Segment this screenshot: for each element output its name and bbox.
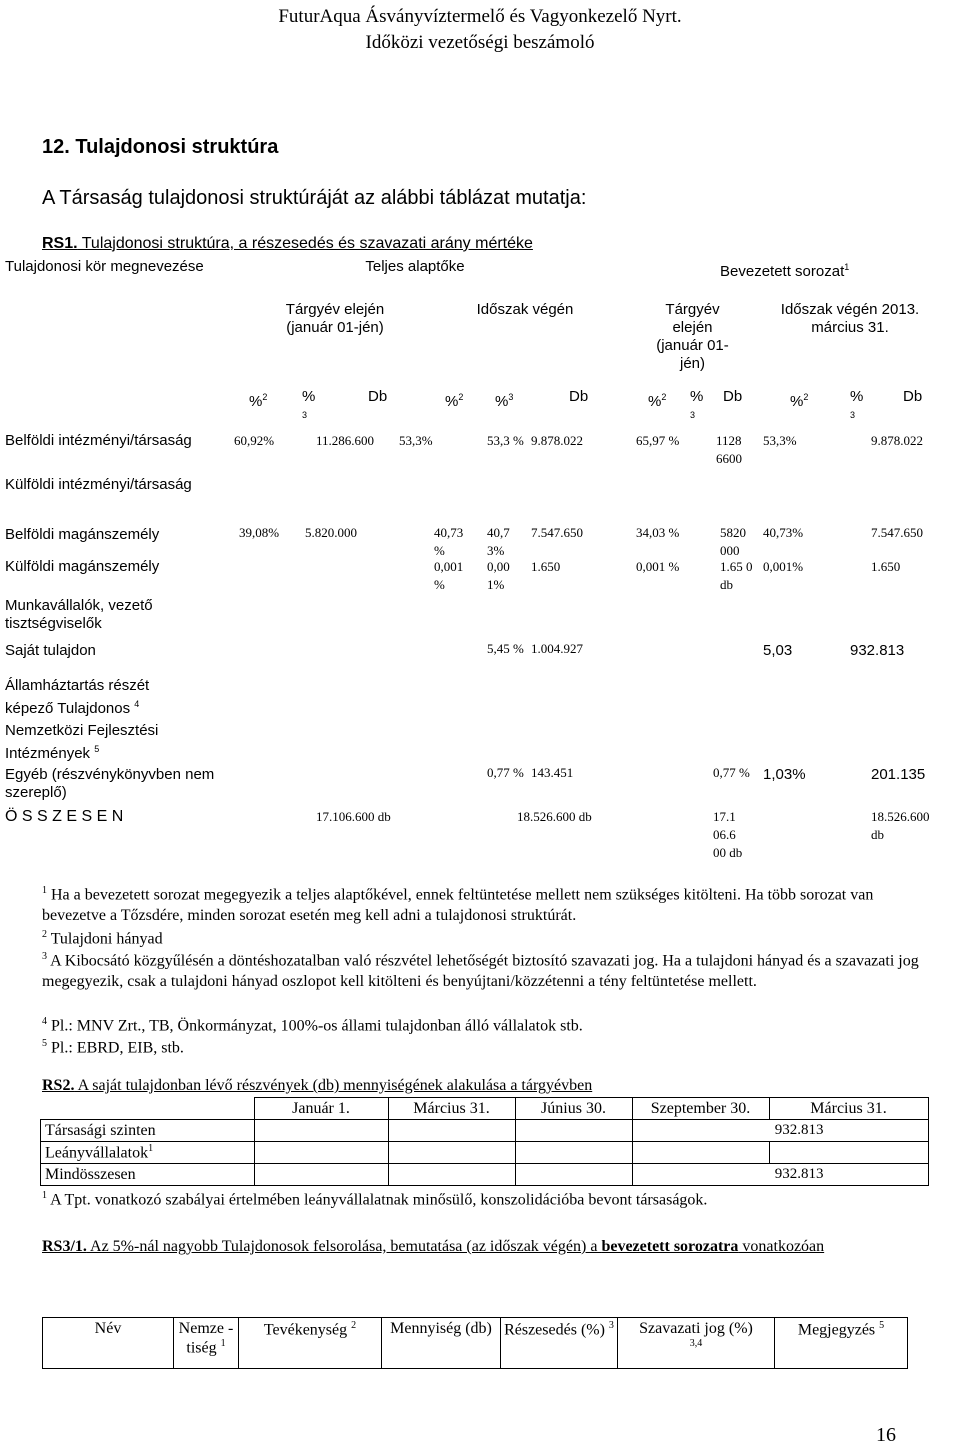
cell: 1.65 0 db (720, 559, 753, 592)
rs3-col-label: Mennyiség (db) (390, 1320, 492, 1337)
rs2-cell (769, 1142, 928, 1164)
cell: 53,3% (763, 433, 797, 448)
rs3-col (501, 1318, 618, 1369)
rs1-title (42, 235, 533, 253)
rs3-col (618, 1318, 775, 1369)
cell: 9.878.022 (871, 433, 923, 448)
row-label (5, 722, 205, 763)
footnote-text: Pl.: EBRD, EIB, stb. (51, 1039, 184, 1057)
unit-db-2: Db (569, 388, 589, 405)
rs2-cell (515, 1142, 632, 1164)
rs2-col: Március 31. (388, 1098, 515, 1120)
rs3-code: RS3/1. (42, 1238, 87, 1255)
unit-pct-1 (249, 388, 267, 411)
cell: 39,08% (239, 525, 280, 540)
pct-label: % (690, 388, 704, 405)
rs2-row (41, 1142, 929, 1164)
fn-mark: 1 (42, 885, 47, 896)
cell: 7.547.650 (871, 525, 923, 540)
row-label-sup: 5 (94, 744, 100, 754)
sup: 2 (803, 392, 809, 402)
sup: 3 (508, 392, 514, 402)
unit-db-4: Db (903, 388, 923, 405)
footnote-text: Ha a bevezetett sorozat megegyezik a teljes alaptőkével, ennek feltüntetése mellett nem szükséges kitölteni. Ha több sorozat van bevezetve a Tőzsdére, minden sorozat esetén meg kell adni a tulajdonosi struktúrát. (42, 886, 874, 925)
rs3-col-label: Megjegyzés (797, 1321, 876, 1339)
rs3-col (43, 1318, 174, 1369)
sup: 3 (302, 410, 308, 420)
rs2-footnote-text: A Tpt. vonatkozó szabályai értelmében leányvállalatnak minősülő, konszolidációba bevont társaságok. (50, 1191, 708, 1209)
rs3-sup: 3 (608, 1320, 614, 1331)
row-label: Külföldi intézményi/társaság (5, 476, 192, 493)
rs2-row-label: Mindösszesen (41, 1164, 255, 1186)
fn-mark: 5 (42, 1038, 47, 1049)
rs2-col: Szeptember 30. (632, 1098, 769, 1120)
cell: 5,45 % (487, 641, 524, 656)
rs3-col-label: Tevékenység (263, 1321, 348, 1339)
rs2-col: Június 30. (515, 1098, 632, 1120)
rs2-cell (388, 1142, 515, 1164)
rs3-col (382, 1318, 501, 1369)
section-intro: A Társaság tulajdonosi struktúráját az alábbi táblázat mutatja: (42, 187, 587, 209)
company-header: FuturAqua Ásványvíztermelő és Vagyonkezelő Nyrt. (278, 6, 682, 27)
footnote-3 (42, 946, 922, 992)
rs3-table (42, 1317, 908, 1369)
row-label-text: Államháztartás részét képező Tulajdonos (5, 677, 150, 717)
unit-pct-7 (790, 388, 808, 411)
cell: 1128 6600 (716, 433, 742, 466)
fn-mark: 4 (42, 1016, 47, 1027)
row-label-sup: 4 (134, 699, 140, 709)
page-number: 16 (876, 1424, 896, 1446)
rs3-col (775, 1318, 908, 1369)
cell: 0,001 % (636, 559, 680, 574)
rs3-sup: 5 (879, 1320, 885, 1331)
rs2-row-label: Társasági szinten (41, 1120, 255, 1142)
pct-label: % (445, 393, 459, 410)
rs2-footnote: $^1$ A Tpt. vonatkozó szabályai értelmében leányvállalatnak minősülő, konszolidációba bevont társaságok. (42, 1190, 708, 1209)
rs2-col: Január 1. (254, 1098, 388, 1120)
rs2-row-label-text: Leányvállalatok (45, 1144, 149, 1162)
cell: 5.820.000 (305, 525, 357, 540)
unit-db-3: Db (723, 388, 743, 405)
footnote-text: Pl.: MNV Zrt., TB, Önkormányzat, 100%-os állami tulajdonban álló vállalatok stb. (51, 1017, 583, 1035)
rs2-title (42, 1077, 592, 1095)
pct-label: % (648, 393, 662, 410)
rs1-title-text: Tulajdonosi struktúra, a részesedés és szavazati arány mértéke (77, 235, 533, 252)
cell: 7.547.650 (531, 525, 583, 540)
rs3-col-label: Nemze -tiség (178, 1320, 234, 1357)
cell: 0,00 1% (487, 559, 510, 592)
row-label (5, 677, 190, 718)
row-label: Saját tulajdon (5, 642, 96, 659)
cell: 932.813 (850, 642, 905, 659)
cell: 65,97 % (636, 433, 680, 448)
rs3-title-b: bevezetett sorozatra (601, 1238, 739, 1255)
col-owner-header: Tulajdonosi kör megnevezése (5, 258, 204, 275)
col-full-header: Teljes alaptőke (365, 258, 465, 275)
sub-start: Tárgyév elején (január 01-jén) (285, 301, 385, 336)
rs3-col (239, 1318, 382, 1369)
sup: 2 (458, 392, 464, 402)
footnote-text: Tulajdoni hányad (50, 930, 163, 948)
col-listed-label: Bevezetett sorozat (720, 263, 845, 280)
cell: 5820 000 (720, 525, 746, 558)
rs3-col-label: Szavazati jog (%) (639, 1320, 753, 1337)
total-label: Ö S S Z E S E N (5, 808, 124, 825)
col-listed-sup: 1 (844, 262, 850, 272)
row-label: Belföldi intézményi/társaság (5, 432, 192, 449)
rs2-code: RS2. (42, 1077, 75, 1094)
cell: 53,3 % (487, 433, 524, 448)
rs3-col-label: Név (94, 1320, 122, 1337)
rs2-cell (515, 1120, 632, 1142)
sup: 3 (690, 410, 696, 420)
rs2-cell (515, 1164, 632, 1186)
rs2-row-label (41, 1142, 255, 1164)
pct-label: % (495, 393, 509, 410)
footnote-text: A Kibocsátó közgyűlésén a döntéshozatalban való részvétel lehetőségét biztosító szavazati jog. Ha a tulajdoni hányad és a szavazati jog megegyezik, csak a tulajdoni hányad oszlopot kell kitölteni és benyújtani/közzétenni a tény feltüntetése mellett. (42, 952, 919, 991)
rs2-cell (254, 1142, 388, 1164)
total-cell: 18.526.600 db (871, 809, 930, 842)
rs2-row (41, 1164, 929, 1186)
cell: 40,7 3% (487, 525, 510, 558)
rs2-cell (254, 1164, 388, 1186)
fn-mark: 2 (42, 929, 47, 940)
rs3-title-a: Az 5%-nál nagyobb Tulajdonosok felsorolása, bemutatása (az időszak végén) a (86, 1238, 602, 1255)
cell: 0,001% (763, 559, 804, 574)
unit-pct-4 (495, 388, 513, 411)
rs1-table (5, 258, 935, 884)
rs3-col-label: Részesedés (%) (504, 1321, 605, 1339)
rs2-cell (388, 1120, 515, 1142)
col-listed-header (720, 258, 940, 281)
cell: 1,03% (763, 766, 806, 783)
unit-pct-2 (302, 388, 315, 429)
cell: 201.135 (871, 766, 926, 783)
row-label: Egyéb (részvénykönyvben nem szereplő) (5, 766, 215, 801)
cell: 9.878.022 (531, 433, 583, 448)
rs2-corner (41, 1098, 255, 1120)
row-label-text: Nemzetközi Fejlesztési Intézmények (5, 722, 159, 762)
total-cell: 18.526.600 db (517, 809, 592, 824)
rs2-title-text: A saját tulajdonban lévő részvények (db) mennyiségének alakulása a tárgyévben (74, 1077, 593, 1094)
rs2-cell (388, 1164, 515, 1186)
sup: 2 (262, 392, 268, 402)
row-label: Munkavállalók, vezető tisztségviselők (5, 597, 153, 632)
report-header: Időközi vezetőségi beszámoló (365, 32, 595, 53)
fn-mark: 3 (42, 951, 47, 962)
sup: 3 (850, 410, 856, 420)
unit-pct-6 (690, 388, 703, 429)
cell: 60,92% (234, 433, 275, 448)
rs3-title (42, 1236, 902, 1257)
cell: 40,73 % (434, 525, 464, 558)
row-label: Külföldi magánszemély (5, 558, 160, 575)
section-title: 12. Tulajdonosi struktúra (42, 136, 279, 158)
pct-label: % (850, 388, 864, 405)
sub-start-2: Tárgyév elején (január 01-jén) (656, 301, 729, 372)
pct-label: % (249, 393, 263, 410)
rs2-row (41, 1120, 929, 1142)
cell: 53,3% (399, 433, 433, 448)
rs3-sup: 2 (351, 1320, 357, 1331)
unit-pct-8 (850, 388, 863, 429)
cell: 0,77 % (713, 765, 750, 780)
rs3-sup: 1 (220, 1338, 226, 1349)
total-cell: 17.106.600 db (316, 809, 391, 824)
cell: 34,03 % (636, 525, 680, 540)
unit-pct-5 (648, 388, 666, 411)
rs3-col (174, 1318, 239, 1369)
cell: 0,77 % (487, 765, 524, 780)
unit-pct-3 (445, 388, 463, 411)
footnote-1 (42, 880, 922, 926)
cell: 1.650 (531, 559, 561, 574)
rs2-table (40, 1097, 929, 1186)
pct-label: % (302, 388, 316, 405)
rs2-cell: 932.813 (632, 1120, 928, 1142)
rs2-col: Március 31. (769, 1098, 928, 1120)
cell: 143.451 (531, 765, 574, 780)
cell: 0,001 % (434, 559, 464, 592)
footnote-5 (42, 1033, 922, 1058)
unit-db-1: Db (368, 388, 388, 405)
rs2-cell (254, 1120, 388, 1142)
pct-label: % (790, 393, 804, 410)
rs3-sup: 3,4 (689, 1338, 703, 1349)
cell: 40,73% (763, 525, 804, 540)
sup: 2 (661, 392, 667, 402)
cell: 11.286.600 (316, 433, 375, 448)
cell: 1.004.927 (531, 641, 583, 656)
rs2-cell: 932.813 (632, 1164, 928, 1186)
row-label: Belföldi magánszemély (5, 526, 160, 543)
rs1-code: RS1. (42, 235, 78, 252)
rs3-header-row (43, 1318, 908, 1369)
sub-end: Időszak végén (476, 301, 574, 318)
cell: 5,03 (763, 642, 793, 659)
rs3-title-c: vonatkozóan (738, 1238, 825, 1255)
total-cell: 17.1 06.6 00 db (713, 809, 743, 860)
rs2-cell (632, 1142, 769, 1164)
rs2-header-row (41, 1098, 929, 1120)
sub-end-2: Időszak végén 2013. március 31. (780, 301, 920, 336)
rs2-sup: 1 (148, 1142, 154, 1154)
cell: 1.650 (871, 559, 901, 574)
